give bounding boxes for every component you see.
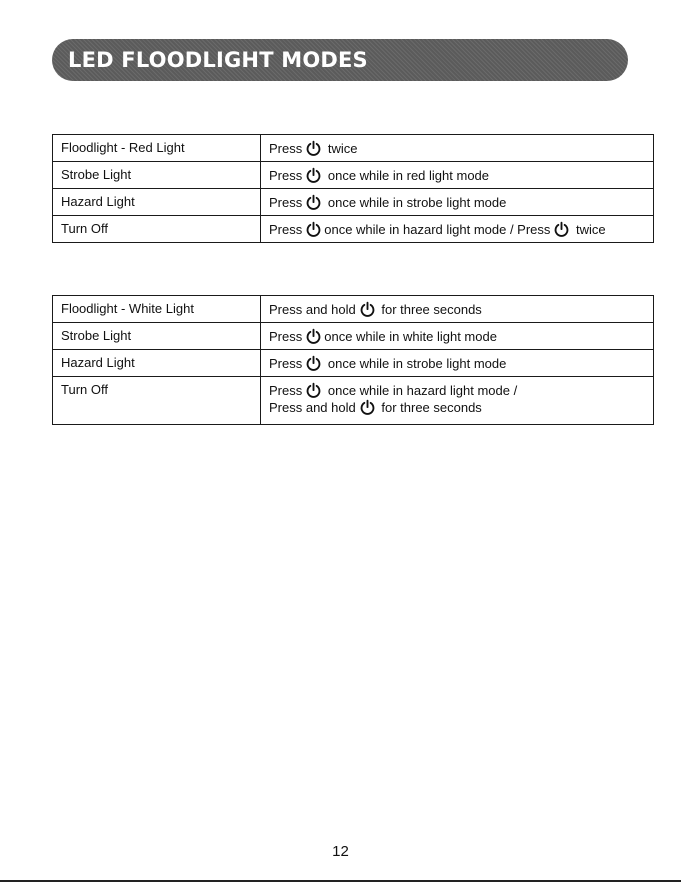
mode-cell: Floodlight - Red Light [53, 135, 261, 162]
action-text: Press [269, 383, 303, 398]
power-icon [359, 399, 376, 416]
mode-cell: Floodlight - White Light [53, 296, 261, 323]
action-text: once while in strobe light mode [327, 355, 507, 371]
action-text: once while in hazard light mode / [327, 383, 518, 398]
table-row [53, 323, 654, 350]
red-light-modes-table [52, 134, 654, 243]
action-line [269, 382, 653, 399]
mode-cell: Hazard Light [53, 350, 261, 377]
action-text: Press [269, 355, 303, 371]
action-text: for three seconds [381, 400, 482, 415]
action-text: for three seconds [381, 301, 482, 317]
power-icon [359, 301, 376, 318]
action-line [269, 399, 653, 416]
table-row [53, 296, 654, 323]
action-cell [261, 323, 654, 350]
action-text: twice [576, 221, 606, 237]
power-icon [305, 355, 322, 372]
power-icon [553, 221, 570, 238]
power-icon [305, 221, 322, 238]
action-text: Press and hold [269, 400, 356, 415]
action-cell [261, 162, 654, 189]
table-row [53, 162, 654, 189]
page-title: LED FLOODLIGHT MODES [68, 48, 368, 72]
action-cell [261, 296, 654, 323]
action-cell [261, 135, 654, 162]
action-text: Press [269, 140, 303, 156]
power-icon [305, 328, 322, 345]
power-icon [305, 167, 322, 184]
mode-cell: Turn Off [53, 216, 261, 243]
action-cell [261, 377, 654, 425]
power-icon [305, 140, 322, 157]
action-text: twice [327, 140, 358, 156]
table-row [53, 350, 654, 377]
bottom-divider [0, 880, 681, 882]
mode-cell: Turn Off [53, 377, 261, 425]
action-text: once while in red light mode [327, 167, 490, 183]
action-cell [261, 216, 654, 243]
power-icon [305, 382, 322, 399]
action-text: once while in hazard light mode / Press [324, 221, 551, 237]
white-light-modes-table [52, 295, 654, 425]
action-cell [261, 189, 654, 216]
table-row [53, 377, 654, 425]
table-row [53, 216, 654, 243]
action-text: once while in white light mode [324, 328, 497, 344]
action-text: Press and hold [269, 301, 356, 317]
action-text: Press [269, 167, 303, 183]
table-row [53, 135, 654, 162]
power-icon [305, 194, 322, 211]
action-text: once while in strobe light mode [327, 194, 507, 210]
mode-cell: Strobe Light [53, 162, 261, 189]
table-row [53, 189, 654, 216]
action-text: Press [269, 328, 303, 344]
action-cell [261, 350, 654, 377]
action-text: Press [269, 221, 303, 237]
action-text: Press [269, 194, 303, 210]
mode-cell: Hazard Light [53, 189, 261, 216]
section-header-banner [52, 39, 628, 81]
mode-cell: Strobe Light [53, 323, 261, 350]
page-number: 12 [332, 843, 349, 860]
